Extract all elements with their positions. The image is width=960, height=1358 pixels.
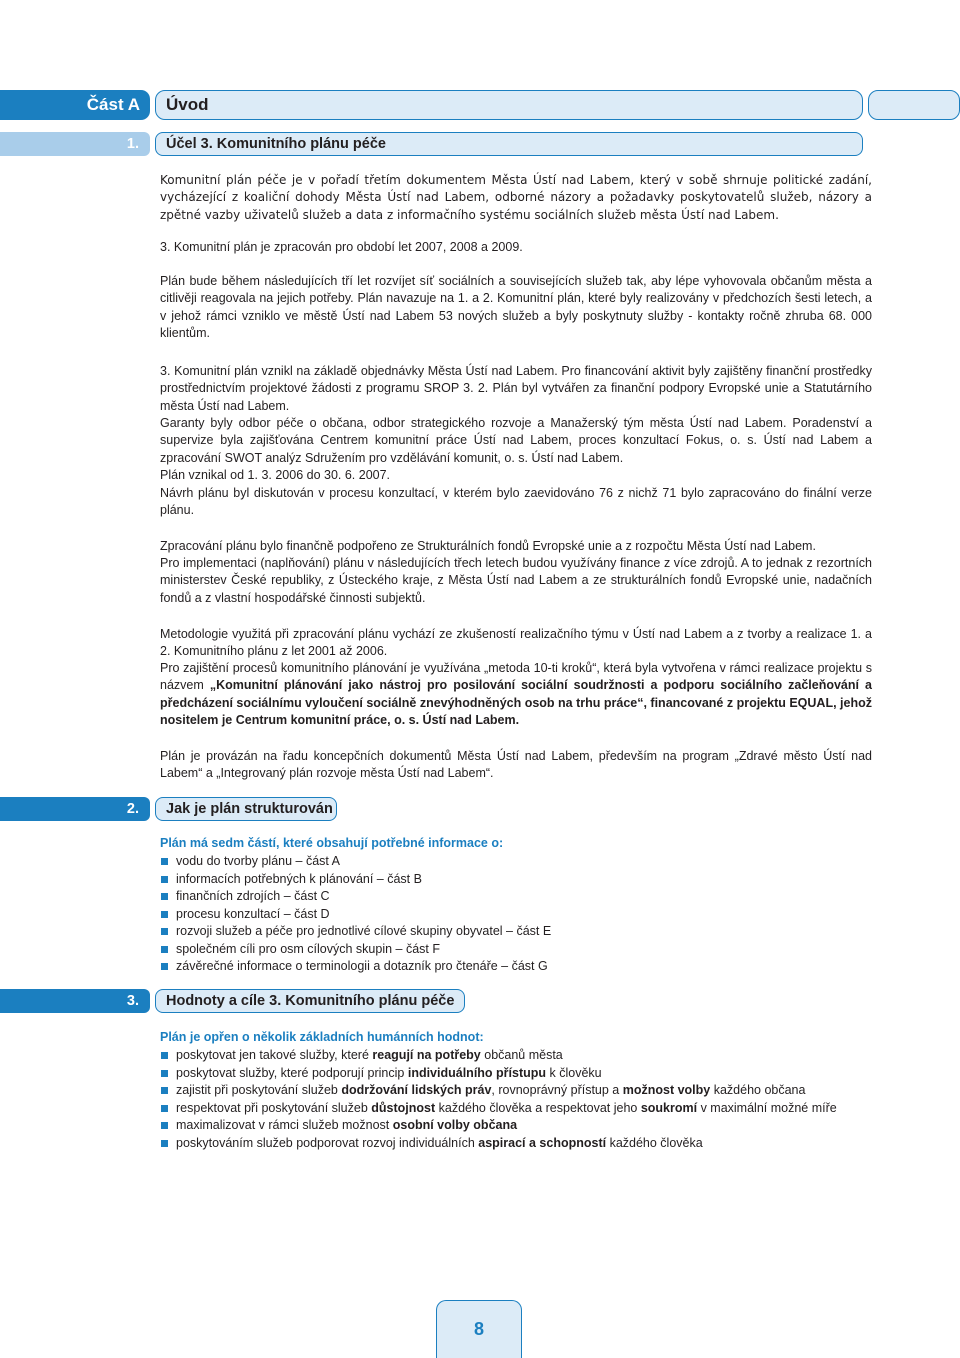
value-emphasis: dodržování lidských práv xyxy=(341,1083,492,1097)
value-emphasis: aspirací a schopností xyxy=(478,1135,607,1150)
section2-title-text: Jak je plán strukturován xyxy=(166,801,333,817)
paragraph-period: 3. Komunitní plán je zpracován pro období let 2007, 2008 a 2009. xyxy=(160,240,523,254)
list-item xyxy=(160,1117,880,1135)
value-text: k člověku xyxy=(546,1065,602,1080)
section3-title-text: Hodnoty a cíle 3. Komunitního plánu péče xyxy=(166,993,455,1009)
paragraph-dates: Plán vznikal od 1. 3. 2006 do 30. 6. 2007. xyxy=(160,468,391,482)
value-text: , rovnoprávný přístup a xyxy=(491,1083,623,1097)
value-text: občanů města xyxy=(480,1048,563,1062)
list-item: rozvoji služeb a péče pro jednotlivé cílové skupiny obyvatel – část E xyxy=(160,923,880,941)
paragraph-linked-documents: Plán je provázán na řadu koncepčních dokumentů Města Ústí nad Labem, především na program „Zdravé město Ústí nad Labem“ a „Integrovaný plán rozvoje města Ústí nad Labem“. xyxy=(160,749,872,781)
section2-title xyxy=(155,797,337,821)
paragraph-methodology: Metodologie využitá při zpracování plánu vychází ze zkušeností realizačního týmu v Ústí nad Labem a z tvorby a realizace 1. a 2. Komunitního plánu z let 2001 až 2006. xyxy=(160,627,872,659)
list-item: závěrečné informace o terminologii a dotazník pro čtenáře – část G xyxy=(160,958,880,976)
list-item: společném cíli pro osm cílových skupin – část F xyxy=(160,941,880,959)
page-number-text: 8 xyxy=(473,1319,484,1339)
section1-number-text: 1. xyxy=(126,136,139,152)
section1-title xyxy=(155,132,863,156)
section3-number-text: 3. xyxy=(126,993,139,1009)
section3-title xyxy=(155,989,465,1013)
paragraph-plan-development: Plán bude během následujících tří let rozvíjet síť sociálních a souvisejících služeb tak, aby lépe vyhovovala občanům města a citlivěji reagovala na jejich potřeby. Plán navazuje na 1. a 2. Komunitní plán, které byly realizovány v předchozích šesti letech, a v jehož rámci vzniklo ve městě Ústí nad Labem 53 nových služeb a byly poskytnuty služby - kontakty ročně zhruba 68. 000 klientům. xyxy=(160,274,872,341)
section2-number xyxy=(0,797,150,821)
value-emphasis: reagují na potřeby xyxy=(372,1048,481,1062)
list-item: procesu konzultací – část D xyxy=(160,906,880,924)
list-item: finančních zdrojích – část C xyxy=(160,888,880,906)
list-item xyxy=(160,1047,880,1065)
value-text: v maximální možné míře xyxy=(697,1100,837,1115)
value-emphasis: individuálního přístupu xyxy=(407,1065,547,1080)
paragraph-implementation: Pro implementaci (naplňování) plánu v následujících třech letech budou využívány finance z více zdrojů. A to jednak z rezortních ministerstev České republiky, z Ústeckého kraje, z Města Ústí nad Labem a ze strukturálních fondů Evropské unie, nadačních fondů a z vlastní hospodářské činnosti subjektů. xyxy=(160,556,872,605)
value-text: poskytováním služeb podporovat rozvoj individuálních xyxy=(176,1135,479,1150)
list-item xyxy=(160,1082,880,1100)
method-project-name: „Komunitní plánování jako nástroj pro posilování sociální soudržnosti a podporu sociálního začleňování a předcházení sociálnímu vyloučení sociálně znevýhodněných osob na trhu práce“, financované z projektu EQUAL, jehož nositelem je Centrum komunitní práce, o. s. Ústí nad Labem. xyxy=(160,678,872,728)
part-title xyxy=(155,90,863,120)
value-text: každého občana xyxy=(710,1083,806,1097)
list-item: vodu do tvorby plánu – část A xyxy=(160,853,880,871)
list-item xyxy=(160,1135,880,1153)
section1-title-text: Účel 3. Komunitního plánu péče xyxy=(166,136,386,152)
value-emphasis: důstojnost xyxy=(371,1100,436,1115)
part-label-text: Část A xyxy=(86,95,140,114)
section2-heading: Plán má sedm částí, které obsahují potřebné informace o: xyxy=(160,836,504,850)
list-item xyxy=(160,1065,880,1083)
value-text: každého člověka a respektovat jeho xyxy=(435,1100,641,1115)
value-emphasis: možnost volby xyxy=(622,1083,711,1097)
value-text: respektovat při poskytování služeb xyxy=(176,1100,372,1115)
value-emphasis: soukromí xyxy=(640,1100,698,1115)
paragraph-funding: Zpracování plánu bylo finančně podpořeno ze Strukturálních fondů Evropské unie a z rozpočtu Města Ústí nad Labem. xyxy=(160,539,816,553)
method-text: Pro zajištění procesů komunitního plánování je využívána „metoda 10-ti kroků“, která byla vytvořena v rámci realizace projektu s názvem xyxy=(160,661,872,693)
paragraph-guarantors: Garanty byly odbor péče o občana, odbor strategického rozvoje a Manažerský tým města Ústí nad Labem. Poradenství a supervize byla zajišťována Centrem komunitní práce Ústí nad Labem, proces konzultací Fokus, o. s. Ústí nad Labem a zpracování SWOT analýz Sdružením pro vzdělávání komunit, o. s. Ústí nad Labem. xyxy=(160,416,872,465)
paragraph-origin: 3. Komunitní plán vznikl na základě objednávky Města Ústí nad Labem. Pro financování aktivit byly zajištěny finanční prostředky prostřednictvím projektové žádosti z programu SROP 3. 2. Plán byl vytvářen za finanční podpory Evropské unie a Statutárního města Ústí nad Labem. xyxy=(160,364,872,413)
paragraph-consultation: Návrh plánu byl diskutován v procesu konzultací, v kterém bylo zaevidováno 76 z nichž 71 bylo zapracováno do finální verze plánu. xyxy=(160,486,872,518)
section3-number xyxy=(0,989,150,1013)
page-number xyxy=(436,1300,522,1358)
value-text: maximalizovat v rámci služeb možnost xyxy=(176,1118,393,1132)
section2-list xyxy=(160,853,880,976)
value-text: každého člověka xyxy=(606,1135,703,1150)
value-text: poskytovat služby, které podporují princip xyxy=(176,1065,408,1080)
paragraph-method-10-steps xyxy=(160,660,872,730)
section2-number-text: 2. xyxy=(126,801,139,817)
list-item: informacích potřebných k plánování – část B xyxy=(160,871,880,889)
part-title-text: Úvod xyxy=(166,95,209,114)
paragraph-intro: Komunitní plán péče je v pořadí třetím dokumentem Města Ústí nad Labem, který v sobě shrnuje politické zadání, vycházející z koaliční dohody Města Ústí nad Labem, odborné názory a požadavky poskytovatelů služeb, názory a zpětné vazby uživatelů služeb a data z informačního systému sociálních služeb města Ústí nad Labem. xyxy=(160,173,872,222)
part-label xyxy=(0,90,150,120)
value-emphasis: osobní volby občana xyxy=(392,1118,518,1132)
section3-list xyxy=(160,1047,880,1152)
header-end-tab xyxy=(868,90,960,120)
section1-number xyxy=(0,132,150,156)
list-item xyxy=(160,1100,880,1118)
section3-heading: Plán je opřen o několik základních humánních hodnot: xyxy=(160,1030,484,1044)
value-text: zajistit při poskytování služeb xyxy=(176,1083,342,1097)
value-text: poskytovat jen takové služby, které xyxy=(176,1048,373,1062)
